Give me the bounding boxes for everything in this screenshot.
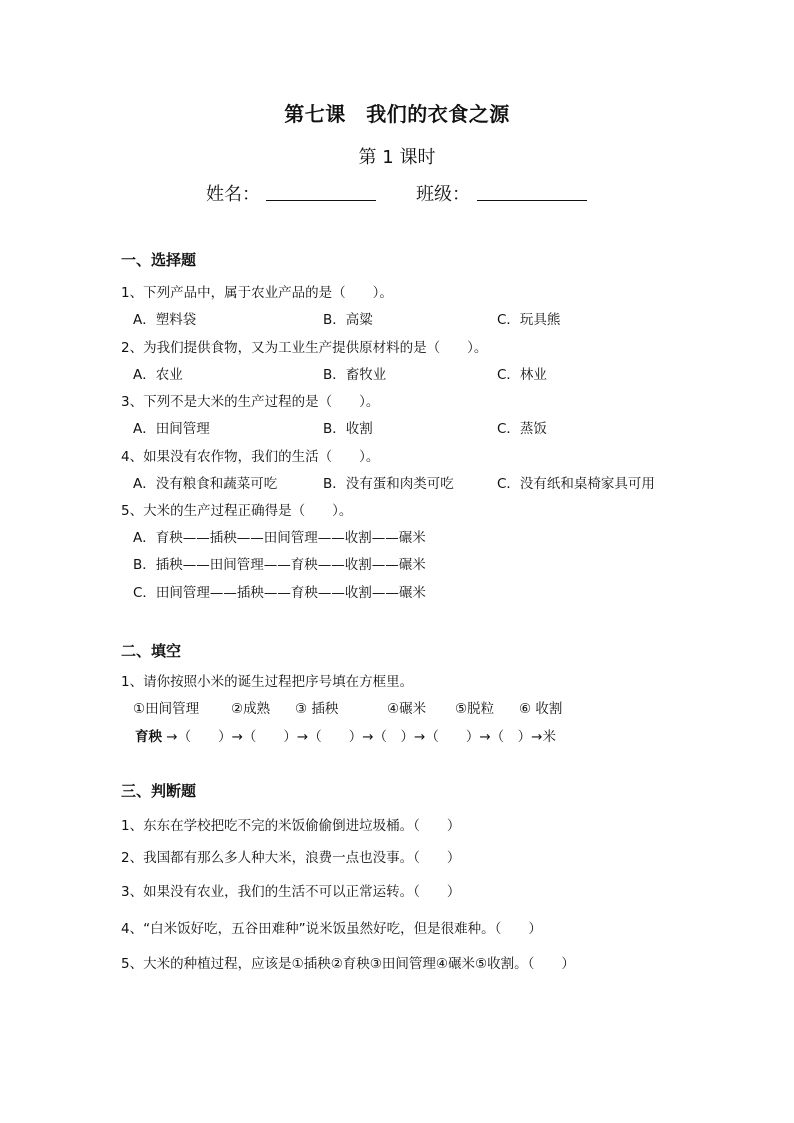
class-label: 班级： [416,184,470,205]
choice-option-3c[interactable]: C．蒸饭 [497,421,547,437]
choice-option-5a[interactable]: A．育秧——插秧——田间管理——收割——碾米 [133,530,426,546]
choice-question-4: 4、如果没有农作物，我们的生活（ ）。 [121,449,380,465]
choice-option-4a[interactable]: A．没有粮食和蔬菜可吃 [133,476,278,492]
choice-option-3b[interactable]: B．收割 [323,421,373,437]
class-blank-line[interactable] [477,200,587,201]
fill-item-1: ①田间管理 [133,701,200,717]
fill-sequence-blanks[interactable]: →（ ）→（ ）→（ ）→（ ）→（ ）→（ ）→米 [162,729,556,745]
choice-question-1: 1、下列产品中，属于农业产品的是（ ）。 [121,285,393,301]
choice-option-2b[interactable]: B．畜牧业 [323,367,387,383]
choice-option-5c[interactable]: C．田间管理——插秧——育秧——收割——碾米 [133,585,426,601]
page-subtitle: 第 1 课时 [358,147,436,168]
judge-question-3[interactable]: 3、如果没有农业，我们的生活不可以正常运转。（ ） [121,884,461,900]
name-label: 姓名： [206,184,260,205]
judge-question-5[interactable]: 5、大米的种植过程，应该是①插秧②育秧③田间管理④碾米⑤收割。（ ） [121,956,575,972]
choice-option-2a[interactable]: A．农业 [133,367,183,383]
fill-sequence[interactable] [135,725,556,745]
fill-sequence-start: 育秧 [135,729,162,745]
judge-question-2[interactable]: 2、我国都有那么多人种大米，浪费一点也没事。（ ） [121,850,461,866]
choice-option-5b[interactable]: B．插秧——田间管理——育秧——收割——碾米 [133,557,426,573]
choice-option-3a[interactable]: A．田间管理 [133,421,210,437]
choice-question-2: 2、为我们提供食物，又为工业生产提供原材料的是（ ）。 [121,340,488,356]
judge-question-4[interactable]: 4、“白米饭好吃，五谷田难种”说米饭虽然好吃，但是很难种。（ ） [121,921,542,937]
fill-question-1: 1、请你按照小米的诞生过程把序号填在方框里。 [121,674,414,690]
fill-item-4: ④碾米 [387,701,427,717]
section-heading-judge: 三、判断题 [121,782,197,800]
section-heading-fill: 二、填空 [121,642,182,660]
judge-question-1[interactable]: 1、东东在学校把吃不完的米饭偷偷倒进垃圾桶。（ ） [121,818,461,834]
choice-option-1b[interactable]: B．高粱 [323,312,373,328]
fill-item-2: ②成熟 [231,701,271,717]
choice-option-2c[interactable]: C．林业 [497,367,547,383]
choice-option-4b[interactable]: B．没有蛋和肉类可吃 [323,476,454,492]
fill-item-5: ⑤脱粒 [455,701,495,717]
choice-question-3: 3、下列不是大米的生产过程的是（ ）。 [121,394,380,410]
choice-option-1a[interactable]: A．塑料袋 [133,312,197,328]
choice-question-5: 5、大米的生产过程正确得是（ ）。 [121,503,353,519]
name-blank-line[interactable] [266,200,376,201]
section-heading-choice: 一、选择题 [121,251,197,269]
page-title: 第七课 我们的衣食之源 [284,102,510,126]
fill-item-6: ⑥ 收割 [519,701,563,717]
fill-item-3: ③ 插秧 [295,701,339,717]
choice-option-1c[interactable]: C．玩具熊 [497,312,561,328]
choice-option-4c[interactable]: C．没有纸和桌椅家具可用 [497,476,655,492]
